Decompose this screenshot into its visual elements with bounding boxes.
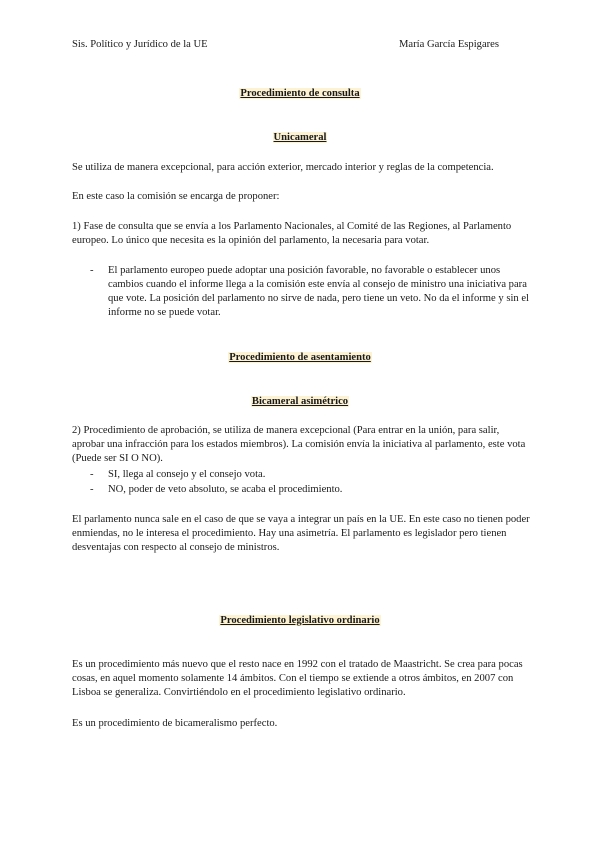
header-course-title: Sis. Político y Jurídico de la UE xyxy=(72,39,208,50)
list-bullet: - xyxy=(90,469,94,480)
paragraph: 2) Procedimiento de aprobación, se utiliza de manera excepcional (Para entrar en la unión, para salir, aprobar una infracción para los estados miembros). La comisión envía la iniciativa al parlamento, este vota (Puede ser SI O NO). xyxy=(72,425,526,464)
list-item: NO, poder de veto absoluto, se acaba el procedimiento. xyxy=(108,484,343,495)
section-title-ordinario: Procedimiento legislativo ordinario xyxy=(220,615,380,626)
paragraph: 1) Fase de consulta que se envía a los Parlamento Nacionales, al Comité de las Regiones, al Parlamento europeo. Lo único que necesita es la opinión del parlamento, la necesaria para votar. xyxy=(72,221,512,246)
paragraph: Es un procedimiento de bicameralismo perfecto. xyxy=(72,718,278,729)
paragraph: En este caso la comisión se encarga de proponer: xyxy=(72,191,280,202)
paragraph: El parlamento nunca sale en el caso de que se vaya a integrar un país en la UE. En este caso no tienen poder enmiendas, no le interesa el procedimiento. Hay una asimetría. El parlamento es legislador pero tienen desventajas con respecto al consejo de ministros. xyxy=(72,514,530,553)
list-item: El parlamento europeo puede adoptar una posición favorable, no favorable o establecer unos cambios cuando el informe llega a la comisión este envía al consejo de ministro una iniciativa para que vote. La posición del parlamento no sirve de nada, pero tiene un veto. No da el informe y sin el informe no se puede votar. xyxy=(108,265,529,318)
header-author: María García Espigares xyxy=(399,39,500,50)
paragraph: Es un procedimiento más nuevo que el resto nace en 1992 con el tratado de Maastricht. Se crea para pocas cosas, en aquel momento solamente 14 ámbitos. Con el tiempo se extiende a otros ámbitos, en 2007 con Lisboa se generaliza. Convirtiéndolo en el procedimiento legislativo ordinario. xyxy=(72,659,523,698)
section-title-consulta: Procedimiento de consulta xyxy=(240,88,360,99)
list-item: SI, llega al consejo y el consejo vota. xyxy=(108,469,266,480)
list-bullet: - xyxy=(90,484,94,495)
section-title-asentamiento: Procedimiento de asentamiento xyxy=(229,352,371,363)
paragraph: Se utiliza de manera excepcional, para acción exterior, mercado interior y reglas de la competencia. xyxy=(72,162,494,173)
list-bullet: - xyxy=(90,265,94,276)
section-subtitle-unicameral: Unicameral xyxy=(273,132,327,143)
section-subtitle-bicameral: Bicameral asimétrico xyxy=(251,396,349,407)
